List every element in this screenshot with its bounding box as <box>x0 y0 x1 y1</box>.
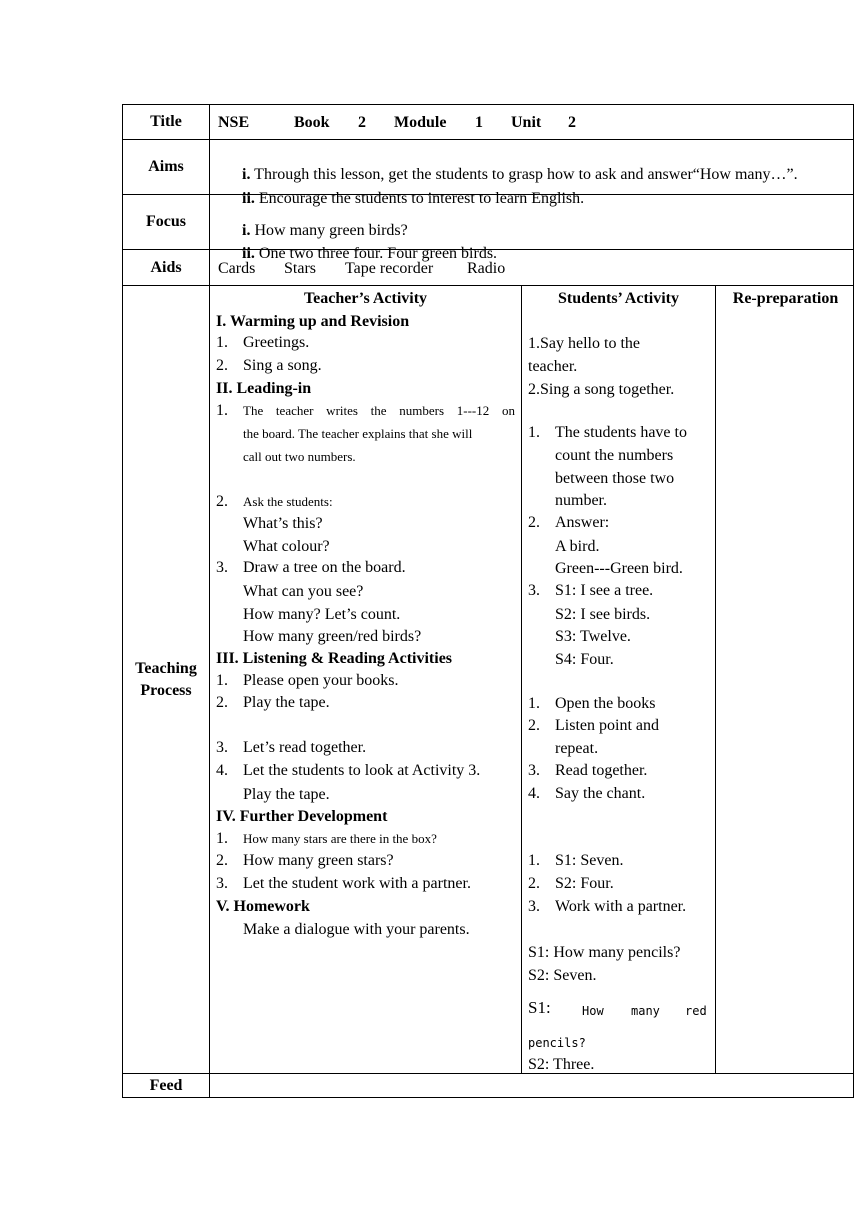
re-preparation-header: Re-preparation <box>732 290 839 307</box>
list-number: 3. <box>528 762 540 779</box>
student-dialog-3-speaker: S1: <box>528 998 551 1017</box>
feed-content <box>210 1074 853 1097</box>
title-part-book-num: 2 <box>358 114 366 131</box>
section-listening-reading: III. Listening & Reading Activities <box>216 650 453 667</box>
teacher-what-colour: What colour? <box>243 538 330 555</box>
section-further-development: IV. Further Development <box>216 808 388 825</box>
title-part-unit: Unit <box>511 114 542 131</box>
teacher-green-stars: How many green stars? <box>243 852 394 869</box>
student-s3-twelve: S3: Twelve. <box>555 628 631 645</box>
section-homework: V. Homework <box>216 898 310 915</box>
teacher-how-many-count: How many? Let’s count. <box>243 606 401 623</box>
title-label: Title <box>123 105 210 139</box>
students-activity-header: Students’ Activity <box>557 290 680 307</box>
title-part-module-num: 1 <box>475 114 483 131</box>
student-read-together: Read together. <box>555 762 648 779</box>
teacher-green-red-birds: How many green/red birds? <box>243 628 422 645</box>
teacher-read-together: Let’s read together. <box>243 739 367 756</box>
teacher-play-tape: Play the tape. <box>243 694 330 711</box>
student-repeat: repeat. <box>555 740 599 757</box>
teacher-whats-this: What’s this? <box>243 515 323 532</box>
student-s4-four: S4: Four. <box>555 651 614 668</box>
title-content <box>210 105 853 139</box>
title-part-book: Book <box>294 114 330 131</box>
aims-row <box>122 139 854 207</box>
list-number: 3. <box>216 739 228 756</box>
list-number: 3. <box>216 559 228 576</box>
focus-content <box>210 195 853 262</box>
focus-item-1: i. How many green birds? <box>242 222 408 239</box>
section-leading-in: II. Leading-in <box>216 380 312 397</box>
student-dialog-3-word-1: How <box>582 1004 604 1018</box>
teaching-process-row <box>122 285 854 1074</box>
teacher-play-tape-2: Play the tape. <box>243 786 330 803</box>
student-listen-point: Listen point and <box>555 717 659 734</box>
teacher-draw-tree: Draw a tree on the board. <box>243 559 406 576</box>
aids-item-tape-recorder: Tape recorder <box>345 260 434 277</box>
student-answer: Answer: <box>555 514 610 531</box>
teacher-item-sing: Sing a song. <box>243 357 322 374</box>
student-dialog-3-word-2: many <box>631 1004 660 1018</box>
student-dialog-2: S2: Seven. <box>528 967 597 984</box>
title-row <box>122 104 854 140</box>
student-dialog-3-word-3: red <box>685 1004 707 1018</box>
student-dialog-4: S2: Three. <box>528 1056 595 1073</box>
list-number: 3. <box>216 875 228 892</box>
teacher-leading-line-2: the board. The teacher explains that she will <box>243 426 473 441</box>
teacher-leading-line-1: The teacher writes the numbers 1---12 on <box>243 403 515 418</box>
aims-item-2: ii. Encourage the students to interest to learn English. <box>242 190 585 207</box>
list-number: 4. <box>216 762 228 779</box>
list-number: 2. <box>216 852 228 869</box>
aims-content <box>210 140 853 207</box>
list-number: 4. <box>528 785 540 802</box>
title-part-module: Module <box>394 114 447 131</box>
list-number: 1. <box>528 852 540 869</box>
student-open-books: Open the books <box>555 695 656 712</box>
student-teacher: teacher. <box>528 358 578 375</box>
teaching-process-label: Teaching Process <box>123 286 210 1073</box>
focus-item-2: ii. One two three four. Four green birds. <box>242 245 498 262</box>
aids-item-radio: Radio <box>467 260 506 277</box>
student-s2-four: S2: Four. <box>555 875 614 892</box>
list-number: 2. <box>528 514 540 531</box>
focus-label: Focus <box>123 195 210 249</box>
column-divider-1 <box>521 286 522 1073</box>
student-dialog-1: S1: How many pencils? <box>528 944 681 961</box>
student-sing-together: 2.Sing a song together. <box>528 381 675 398</box>
student-say-chant: Say the chant. <box>555 785 646 802</box>
student-say-hello: 1.Say hello to the <box>528 335 640 352</box>
feed-row <box>122 1073 854 1098</box>
focus-row <box>122 194 854 262</box>
aids-item-cards: Cards <box>218 260 256 277</box>
teacher-stars-box: How many stars are there in the box? <box>243 831 437 846</box>
section-warming-up: I. Warming up and Revision <box>216 313 410 330</box>
list-number: 2. <box>216 357 228 374</box>
student-count-line-2: count the numbers <box>555 447 674 464</box>
aids-item-stars: Stars <box>284 260 316 277</box>
student-count-line-4: number. <box>555 492 607 509</box>
list-number: 1. <box>528 695 540 712</box>
student-a-bird: A bird. <box>555 538 600 555</box>
student-s1-seven: S1: Seven. <box>555 852 624 869</box>
list-number: 1. <box>528 424 540 441</box>
student-dialog-3-end: pencils? <box>528 1036 586 1050</box>
student-green-bird: Green---Green bird. <box>555 560 683 577</box>
teacher-activity-header: Teacher’s Activity <box>303 290 428 307</box>
aims-item-1: i. Through this lesson, get the students to grasp how to ask and answer“How many…”. <box>242 166 798 183</box>
list-number: 3. <box>528 898 540 915</box>
list-number: 1. <box>216 672 228 689</box>
column-divider-2 <box>715 286 716 1073</box>
aids-label: Aids <box>123 250 210 285</box>
aids-row <box>122 249 854 286</box>
student-count-line-1: The students have to <box>555 424 687 441</box>
student-work-partner: Work with a partner. <box>555 898 687 915</box>
list-number: 1. <box>216 334 228 351</box>
list-number: 1. <box>216 830 228 847</box>
list-number: 1. <box>216 402 228 419</box>
student-s2-birds: S2: I see birds. <box>555 606 651 623</box>
list-number: 2. <box>528 875 540 892</box>
teacher-activity-3: Let the students to look at Activity 3. <box>243 762 481 779</box>
list-number: 2. <box>528 717 540 734</box>
teacher-leading-line-3: call out two numbers. <box>243 449 356 464</box>
title-part-unit-num: 2 <box>568 114 576 131</box>
aids-content <box>210 250 853 285</box>
title-part-nse: NSE <box>218 114 250 131</box>
student-count-line-3: between those two <box>555 470 675 487</box>
teacher-homework-text: Make a dialogue with your parents. <box>243 921 470 938</box>
teacher-what-see: What can you see? <box>243 583 364 600</box>
aims-label: Aims <box>123 140 210 194</box>
student-s1-tree: S1: I see a tree. <box>555 582 654 599</box>
list-number: 3. <box>528 582 540 599</box>
teacher-open-books: Please open your books. <box>243 672 399 689</box>
list-number: 2. <box>216 493 228 510</box>
teacher-item-greetings: Greetings. <box>243 334 310 351</box>
feed-label: Feed <box>123 1074 210 1097</box>
teacher-ask-students: Ask the students: <box>243 494 333 509</box>
list-number: 2. <box>216 694 228 711</box>
teacher-partner: Let the student work with a partner. <box>243 875 471 892</box>
